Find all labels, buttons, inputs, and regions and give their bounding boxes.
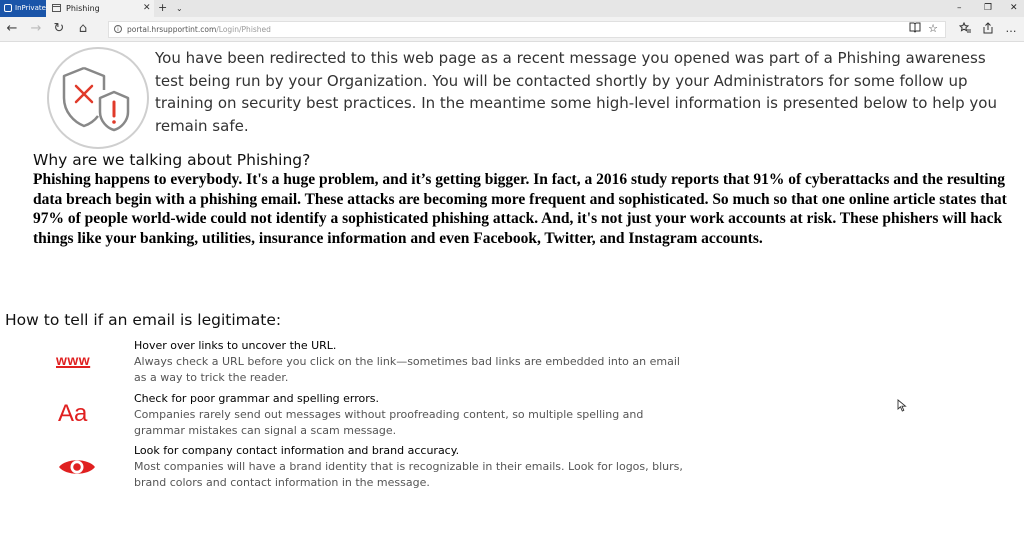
navigation-bar [0,17,1024,42]
why-heading: Why are we talking about Phishing? [33,151,311,169]
mouse-cursor-icon [897,399,907,412]
share-icon[interactable] [981,22,995,36]
close-window-button[interactable]: ✕ [1010,3,1018,13]
title-bar [0,0,1024,17]
tip-description: Most companies will have a brand identity that is recognizable in their emails. Look for logos, blurs, brand colors and contact information in the message. [134,460,683,489]
url-text [127,22,271,37]
url-path: /Login/Phished [216,25,271,34]
minimize-button[interactable]: – [957,3,962,13]
tip-grammar [134,391,694,439]
back-arrow-icon[interactable]: ← [6,21,18,36]
url-host: portal.hrsupportint.com [127,25,217,34]
favorite-star-icon[interactable]: ☆ [928,22,938,35]
new-tab-button[interactable]: + [158,1,168,14]
tab-phishing[interactable] [46,0,154,17]
tip-description: Always check a URL before you click on the link—sometimes bad links are embedded into an email as a way to trick the reader. [134,355,680,384]
how-heading: How to tell if an email is legitimate: [5,311,282,329]
inprivate-label: InPrivate [15,4,46,12]
favorites-hub-icon[interactable] [958,22,972,36]
eye-icon [58,456,96,478]
page-icon [52,4,61,12]
www-icon: www [56,352,91,368]
tab-close-icon[interactable]: ✕ [143,3,151,13]
forward-arrow-icon[interactable]: → [30,21,42,36]
text-aa-icon: Aa [58,400,88,427]
tab-title: Phishing [66,4,100,13]
more-menu-icon[interactable]: … [1005,22,1017,35]
tip-description: Companies rarely send out messages without proofreading content, so multiple spelling and grammar mistakes can signal a scam message. [134,408,644,437]
refresh-icon[interactable]: ↻ [53,21,65,36]
address-bar[interactable] [108,21,946,38]
tip-title: Look for company contact information and brand accuracy. [134,444,460,457]
why-body: Phishing happens to everybody. It's a huge problem, and it’s getting bigger. In fact, a 2016 study reports that 91% of cyberattacks and the resulting data breach begin with a phishing email. These attacks are becoming more frequent and sophisticated. So much so that one online article states that 97% of people world-wide could not identify a sophisticated phishing attack. And, it's not just your work accounts at risk. These phishers will hack things like your banking, utilities, insurance information and even Facebook, Twitter, and Instagram accounts. [33,171,1007,247]
tip-title: Hover over links to uncover the URL. [134,339,337,352]
intro-text: You have been redirected to this web page as a recent message you opened was part of a Phishing awareness test being run by your Organization. You will be contacted shortly by your Administrators for some follow up training on security best practices. In the meantime some high-level information is presented below to help you remain safe. [155,49,997,135]
tab-preview-chevron-icon[interactable]: ⌄ [176,4,183,13]
shield-warning-icon [46,46,150,150]
tip-hover-links [134,338,694,386]
tip-title: Check for poor grammar and spelling errors. [134,392,380,405]
reading-view-icon[interactable] [908,22,922,36]
inprivate-badge [0,0,46,17]
restore-button[interactable]: ❐ [984,3,993,13]
home-icon[interactable]: ⌂ [78,21,88,36]
inprivate-icon [4,4,12,12]
info-icon[interactable]: i [114,25,122,33]
tip-brand-accuracy [134,443,694,491]
